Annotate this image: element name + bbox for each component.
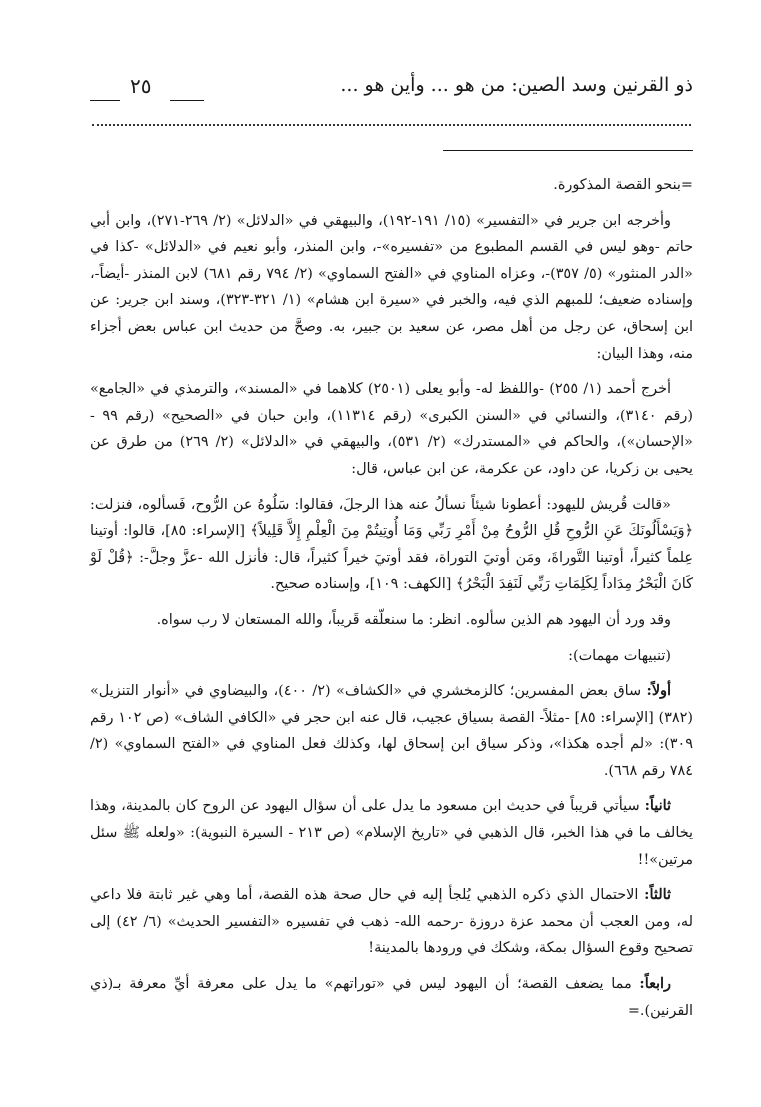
page-header	[90, 70, 693, 110]
footnote-body	[90, 172, 693, 1033]
note-third: ثالثاً: الاحتمال الذي ذكره الذهبي يُلجأ إليه في حال صحة هذه القصة، أما وهي غير ثابتة فلا داعي له، ومن العجب أن محمد عزة دروزة -رحمه الله- ذهب في تفسيره «التفسير الحديث» (٦/ ٤٢) إلى تصحيح وقوع السؤال بمكة، وشكك في ورودها بالمدينة!	[90, 886, 693, 957]
running-title: ذو القرنين وسد الصين: من هو ... وأين هو ...	[340, 74, 693, 96]
note-lead: ثالثاً:	[644, 886, 671, 904]
quoted-hadith: «قالت قُريش لليهود: أعطونا شيئاً نسألُ عنه هذا الرجلَ، فقالوا: سَلُوهُ عن الرُّوح، فَسألوه، فنزلت: ﴿وَيَسْأَلُونَكَ عَنِ الرُّوحِ قُلِ الرُّوحُ مِنْ أَمْرِ رَبِّي وَمَا أُوتِيتُمْ مِنَ الْعِلْمِ إِلاَّ قَلِيلاً﴾ [الإسراء: ٨٥]، قالوا: أوتينا عِلماً كثيراً، أوتينا التَّوراةَ، ومَن أوتيَ التوراة، فقد أوتيَ خيراً كثيراً، قال: فأنزل الله -عزَّ وجلَّ-: ﴿قُلْ لَوْ كَانَ الْبَحْرُ مِدَاداً لِكَلِمَاتِ رَبِّي لَنَفِدَ الْبَحْرُ﴾ [الكهف: ١٠٩]، وإسناده صحيح.	[90, 496, 693, 593]
paragraph: وقد ورد أن اليهود هم الذين سألوه. انظر: ما سنعلّقه قَريباً، والله المستعان لا رب سواه.	[156, 611, 671, 628]
page-number: ٢٥	[130, 74, 152, 98]
note-first: أولاً: ساق بعض المفسرين؛ كالزمخشري في «الكشاف» (٢/ ٤٠٠)، والبيضاوي في «أنوار التنزيل» (٣٨٢) [الإسراء: ٨٥] -مثلاً- القصة بسياق عجيب، قال عنه ابن حجر في «الكافي الشاف» (ص ١٠٢ رقم ٣٠٩): «لم أجده هكذا»، وذكر سياق ابن إسحاق لها، وكذلك فعل المناوي في «الفتح السماوي» (٢/ ٧٨٤ رقم ٦٦٨).	[90, 682, 693, 779]
footnote-rule	[443, 150, 693, 151]
note-second: ثانياً: سيأتي قريباً في حديث ابن مسعود ما يدل على أن سؤال اليهود عن الروح كان بالمدينة، وهذا يخالف ما في هذا الخبر، قال الذهبي في «تاريخ الإسلام» (ص ٢١٣ - السيرة النبوية): «ولعله ﷺ سئل مرتين»!!	[90, 797, 693, 868]
paragraph: وأخرجه ابن جرير في «التفسير» (١٥/ ١٩١-١٩٢)، والبيهقي في «الدلائل» (٢/ ٢٦٩-٢٧١)، وابن أبي حاتم -وهو ليس في القسم المطبوع من «تفسيره»-، وابن المنذر، وأبو نعيم في «الدلائل» -كذا في «الدر المنثور» (٥/ ٣٥٧)-، وعزاه المناوي في «الفتح السماوي» (٢/ ٧٩٤ رقم ٦٨١) لابن المنذر -أيضاً-، وإسناده ضعيف؛ للمبهم الذي فيه، والخبر في «سيرة ابن هشام» (١/ ٣٢١-٣٢٣)، وسند ابن جرير: عن ابن إسحاق، عن رجل من أهل مصر، عن سعيد بن جبير، به. وصحَّ من حديث ابن عباس بعض أجزاء منه، وهذا البيان:	[90, 212, 693, 362]
paragraph: =بنحو القصة المذكورة.	[553, 177, 693, 193]
dotted-separator	[92, 124, 691, 126]
note-lead: أولاً:	[646, 682, 671, 700]
note-lead: ثانياً:	[644, 797, 671, 815]
paragraph: أخرج أحمد (١/ ٢٥٥) -واللفظ له- وأبو يعلى (٢٥٠١) كلاهما في «المسند»، والترمذي في «الجامع» (رقم ٣١٤٠)، والنسائي في «السنن الكبرى» (رقم ١١٣١٤)، وابن حبان في «الصحيح» (رقم ٩٩ - «الإحسان»)، والحاكم في «المستدرك» (٢/ ٥٣١)، والبيهقي في «الدلائل» (٢/ ٢٦٩) من طرق عن يحيى بن زكريا، عن داود، عن عكرمة، عن ابن عباس، قال:	[90, 381, 693, 477]
note-lead: رابعاً:	[639, 975, 671, 993]
note-fourth: رابعاً: مما يضعف القصة؛ أن اليهود ليس في «توراتهم» ما يدل على معرفة أيِّ معرفة بـ(ذي القرنين).=	[90, 975, 693, 1019]
section-heading: (تنبيهات مهمات):	[568, 647, 671, 664]
header-rule-right	[170, 100, 204, 101]
header-rule-left	[90, 100, 120, 101]
